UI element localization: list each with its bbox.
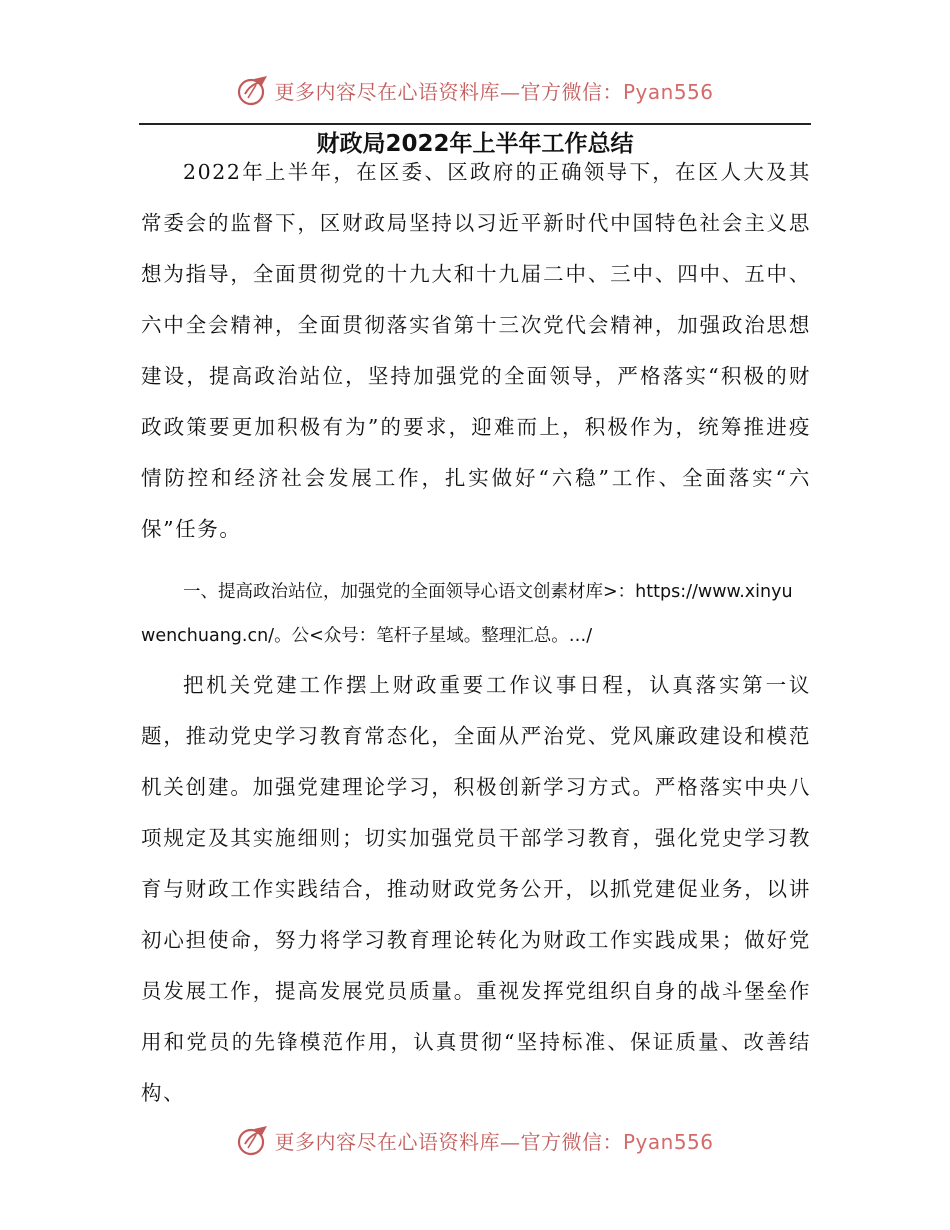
pen-logo-icon bbox=[236, 1123, 270, 1157]
banner-text: 更多内容尽在心语资料库—官方微信：Pyan556 bbox=[274, 1129, 714, 1154]
paragraph-party-building: 把机关党建工作摆上财政重要工作议事日程，认真落实第一议题，推动党史学习教育常态化，全面从严治党、党风廉政建设和模范机关创建。加强党建理论学习，积极创新学习方式。严格落实中央八项规定及其实施细则；切实加强党员干部学习教育，强化党史学习教育与财政工作实践结合，推动财政党务公开，以抓党建促业务，以讲初心担使命，努力将学习教育理论转化为财政工作实践成果；做好党员发展工作，提高发展党员质量。重视发挥党组织自身的战斗堡垒作用和党员的先锋模范作用，认真贯彻“坚持标准、保证质量、改善结构、 bbox=[141, 673, 811, 1105]
header-rule bbox=[139, 123, 811, 125]
pen-logo-icon bbox=[236, 73, 270, 107]
wechat-id: Pyan556 bbox=[622, 79, 714, 104]
document-title: 财政局2022年上半年工作总结 bbox=[316, 131, 634, 157]
footer-banner bbox=[0, 1120, 950, 1160]
wechat-id: Pyan556 bbox=[622, 1129, 714, 1154]
header-banner bbox=[0, 70, 950, 110]
paragraph-intro: 2022年上半年，在区委、区政府的正确领导下，在区人大及其常委会的监督下，区财政局坚持以习近平新时代中国特色社会主义思想为指导，全面贯彻党的十九大和十九届二中、三中、四中、五中、六中全会精神，全面贯彻落实省第十三次党代会精神，加强政治思想建设，提高政治站位，坚持加强党的全面领导，严格落实“积极的财政政策要更加积极有为”的要求，迎难而上，积极作为，统筹推进疫情防控和经济社会发展工作，扎实做好“六稳”工作、全面落实“六保”任务。 bbox=[141, 160, 811, 541]
banner-text: 更多内容尽在心语资料库—官方微信：Pyan556 bbox=[274, 79, 714, 104]
section-heading: 一、提高政治站位，加强党的全面领导心语文创素材库>：https://www.xinyuwenchuang.cn/。公<众号：笔杆子星域。整理汇总。…/ bbox=[141, 582, 793, 646]
